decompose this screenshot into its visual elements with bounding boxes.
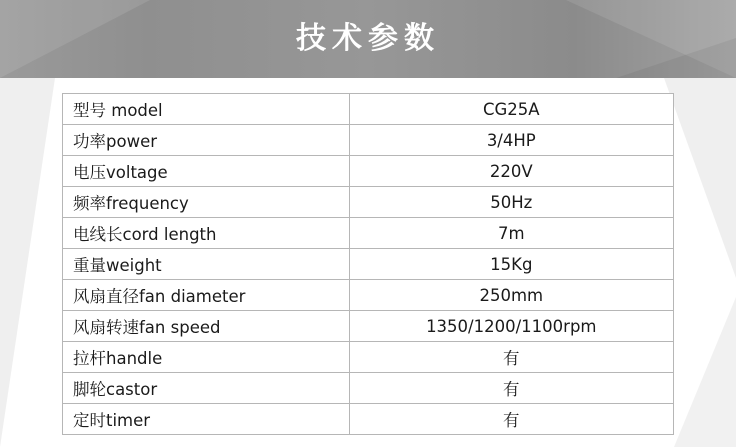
spec-table (62, 93, 674, 435)
table-row (63, 404, 674, 435)
spec-value: 有 (349, 373, 673, 404)
table-row (63, 125, 674, 156)
spec-label: 风扇转速fan speed (63, 311, 350, 342)
table-row (63, 280, 674, 311)
spec-label: 电线长cord length (63, 218, 350, 249)
spec-label: 电压voltage (63, 156, 350, 187)
spec-value: 7m (349, 218, 673, 249)
spec-value: 50Hz (349, 187, 673, 218)
table-row (63, 373, 674, 404)
spec-label: 型号 model (63, 94, 350, 125)
spec-value: 3/4HP (349, 125, 673, 156)
table-row (63, 311, 674, 342)
table-row (63, 187, 674, 218)
table-row (63, 94, 674, 125)
decorative-wedge-left (0, 78, 55, 447)
table-row (63, 342, 674, 373)
spec-value: CG25A (349, 94, 673, 125)
spec-value: 220V (349, 156, 673, 187)
spec-label: 定时timer (63, 404, 350, 435)
table-row (63, 218, 674, 249)
spec-label: 风扇直径fan diameter (63, 280, 350, 311)
spec-label: 脚轮castor (63, 373, 350, 404)
decorative-wedge-right-bottom (674, 297, 736, 447)
table-row (63, 156, 674, 187)
spec-table-container (62, 93, 674, 435)
spec-value: 250mm (349, 280, 673, 311)
decorative-wedge-right-top (664, 78, 736, 278)
spec-table-body (63, 94, 674, 435)
spec-label: 重量weight (63, 249, 350, 280)
table-row (63, 249, 674, 280)
spec-value: 有 (349, 404, 673, 435)
spec-value: 有 (349, 342, 673, 373)
spec-value: 1350/1200/1100rpm (349, 311, 673, 342)
spec-label: 功率power (63, 125, 350, 156)
spec-label: 拉杆handle (63, 342, 350, 373)
spec-value: 15Kg (349, 249, 673, 280)
page-title: 技术参数 (296, 21, 440, 56)
spec-label: 频率frequency (63, 187, 350, 218)
header-banner (0, 0, 736, 78)
